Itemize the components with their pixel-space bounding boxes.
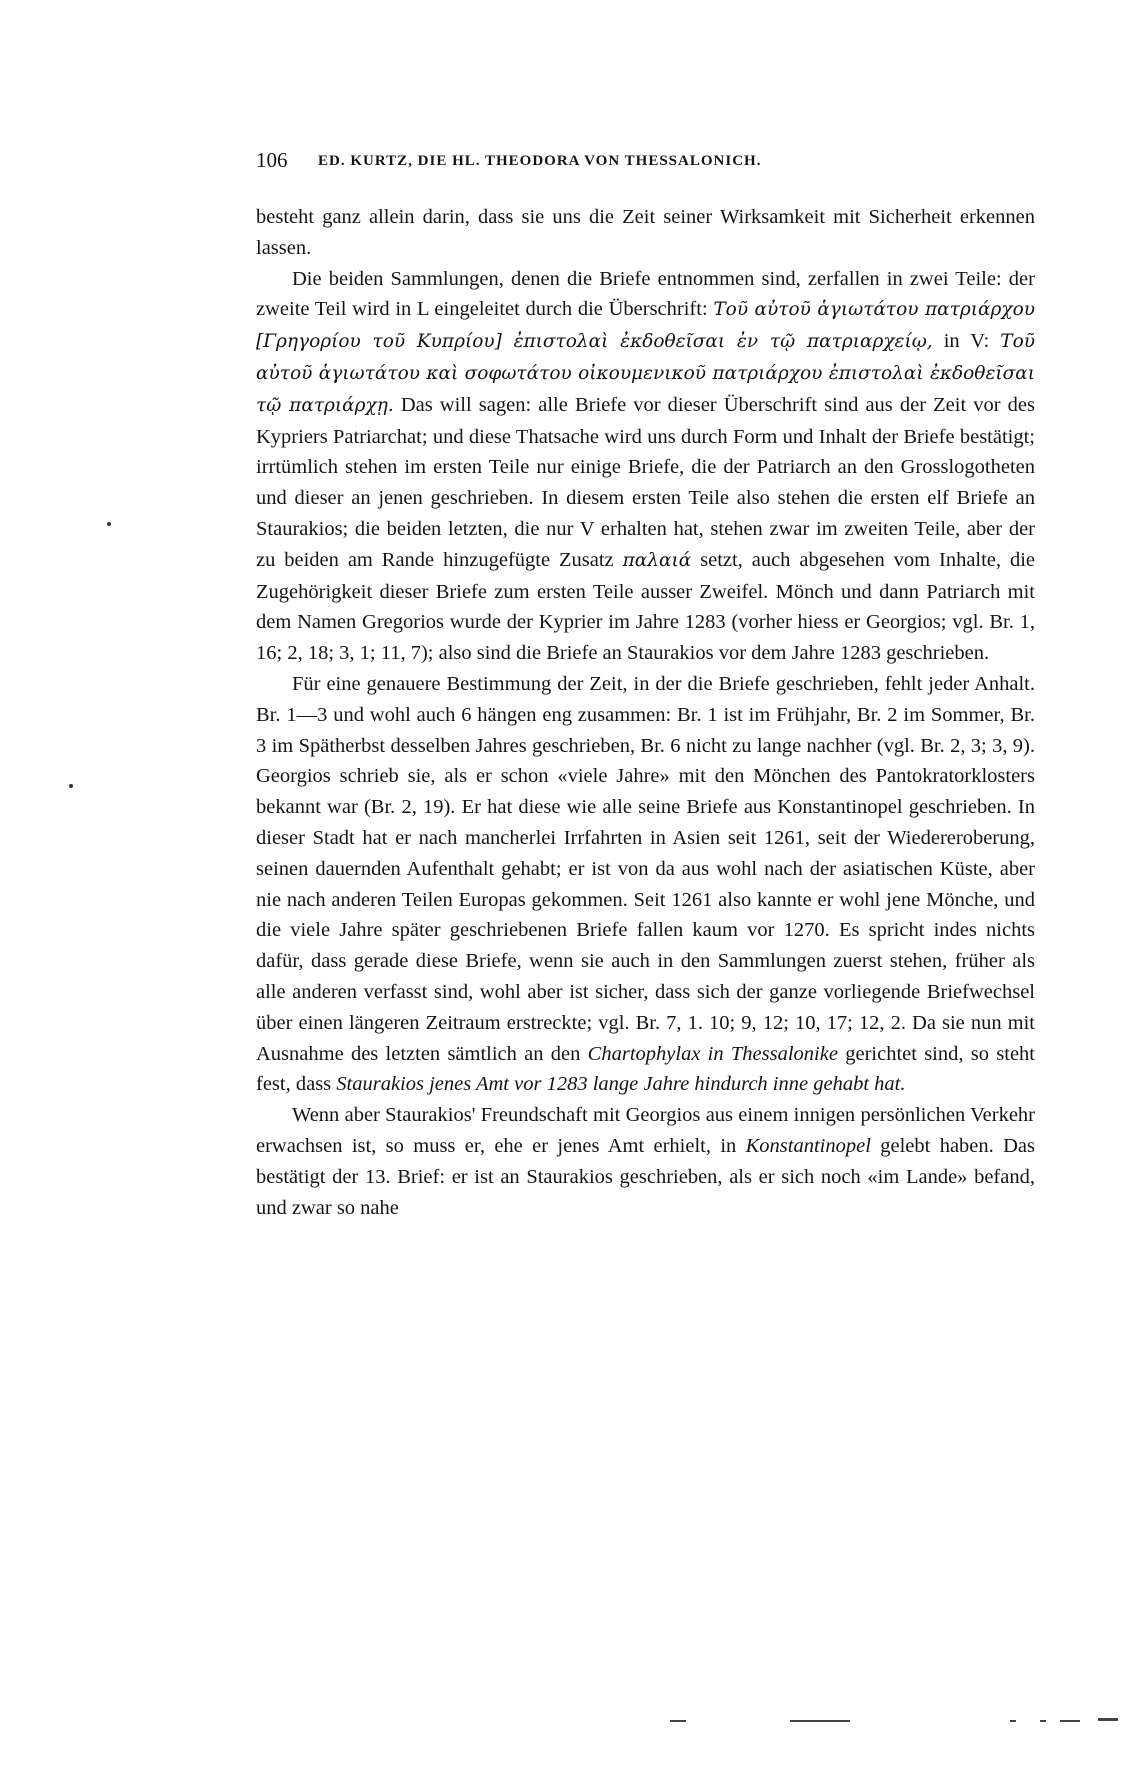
footer-mark [1010, 1720, 1016, 1722]
text-run: gelebt haben. Das bestätigt der 13. Brief: er ist an Staurakios geschrieben, als er sich noch «im Lande» befand, und zwar so nahe [256, 1134, 1035, 1219]
paragraph [256, 669, 1035, 1100]
text-run: setzt, auch abgesehen vom Inhalte, die Zugehörigkeit dieser Briefe zum ersten Teile ausser Zweifel. Mönch und dann Patriarch mit dem Namen Gregorios wurde der Kyprier im Jahre 1283 (vorher hiess er Georgios; vgl. Br. 1, 16; 2, 18; 3, 1; 11, 7); also sind die Briefe an Staurakios vor dem Jahre 1283 geschrieben. [256, 548, 1035, 665]
emphasis-text: Chartophylax in Thessalonike [587, 1042, 838, 1065]
text-run: Das will sagen: alle Briefe vor dieser Überschrift sind aus der Zeit vor des Kypriers Patriarchat; und diese Thatsache wird uns durch Form und Inhalt der Briefe bestätigt; irrtümlich stehen im ersten Teile nur einige Briefe, die der Patriarch an den Grosslogotheten und dieser an jenen geschrieben. In diesem ersten Teile also stehen die ersten elf Briefe an Staurakios; die beiden letzten, die nur V erhalten hat, stehen zwar im zweiten Teile, aber der zu beiden am Rande hinzugefügte Zusatz [256, 393, 1035, 571]
footer-marks [0, 1715, 1140, 1727]
footer-mark [1060, 1720, 1080, 1722]
text-run: Die beiden Sammlungen, denen die Briefe entnommen sind, zerfallen in zwei Teile: der zweite Teil wird in L eingeleitet durch die Überschrift: [256, 267, 1035, 321]
running-head-title: ED. KURTZ, DIE HL. THEODORA VON THESSALONICH. [318, 153, 762, 169]
text-run: gerichtet sind, so steht fest, dass [256, 1042, 1035, 1096]
text-run: in V: [932, 330, 1001, 353]
text-run: Wenn aber Staurakios' Freundschaft mit Georgios aus einem innigen persönlichen Verkehr erwachsen ist, so muss er, ehe er jenes Amt erhielt, in [256, 1104, 1035, 1157]
margin-dot [107, 522, 111, 526]
greek-quotation: παλαιά [622, 549, 692, 571]
page [256, 142, 1035, 1223]
emphasis-text: Staurakios jenes Amt vor 1283 lange Jahre hindurch inne gehabt hat. [336, 1073, 906, 1096]
running-header [256, 142, 1035, 182]
paragraph [256, 264, 1035, 669]
footer-mark [670, 1720, 686, 1722]
text-run: Für eine genauere Bestimmung der Zeit, in der die Briefe geschrieben, fehlt jeder Anhalt. Br. 1—3 und wohl auch 6 hängen eng zusammen: Br. 1 ist im Frühjahr, Br. 2 im Sommer, Br. 3 im Spätherbst desselben Jahres geschrieben, Br. 6 nicht zu lange nachher (vgl. Br. 2, 3; 3, 9). Georgios schrieb sie, als er schon «viele Jahre» mit den Mönchen des Pantokratorklosters bekannt war (Br. 2, 19). Er hat diese wie alle seine Briefe aus Konstantinopel geschrieben. In dieser Stadt hat er nach mancherlei Irrfahrten in Asien seit 1261, seit der Wiedereroberung, seinen dauernden Aufenthalt gehabt; er ist von da aus wohl nach der asiatischen Küste, aber nie nach anderen Teilen Europas gekommen. Seit 1261 also kannte er wohl jene Mönche, und die viele Jahre später geschriebenen Briefe fallen kaum vor 1270. Es spricht indes nichts dafür, dass gerade diese Briefe, wenn sie auch in den Sammlungen zuerst stehen, früher als alle anderen verfasst sind, wohl aber ist sicher, dass sich der ganze vorliegende Briefwechsel über einen längeren Zeitraum erstreckte; vgl. Br. 7, 1. 10; 9, 12; 10, 17; 12, 2. Da sie nun mit Ausnahme des letzten sämtlich an den [256, 672, 1035, 1065]
emphasis-text: Konstantinopel [745, 1134, 871, 1157]
text-run: besteht ganz allein darin, dass sie uns die Zeit seiner Wirksamkeit mit Sicherheit erkennen lassen. [256, 206, 1035, 259]
greek-quotation: Τοῦ αὐτοῦ ἁγιωτάτου καὶ σοφωτάτου οἰκουμενικοῦ πατριάρχου ἐπιστολαὶ ἐκδοθεῖσαι τῷ πατριάρχῃ. [256, 331, 1035, 416]
margin-dot [69, 784, 73, 788]
body-text [256, 202, 1035, 1223]
paragraph [256, 1100, 1035, 1223]
footer-mark [790, 1720, 850, 1722]
greek-quotation: Τοῦ αὐτοῦ ἁγιωτάτου πατριάρχου [Γρηγορίου τοῦ Κυπρίου] ἐπιστολαὶ ἐκδοθεῖσαι ἐν τῷ πατριαρχείῳ, [256, 299, 1035, 353]
paragraph [256, 202, 1035, 264]
footer-mark [1040, 1720, 1046, 1722]
footer-mark [1098, 1718, 1118, 1721]
page-number: 106 [256, 148, 288, 172]
